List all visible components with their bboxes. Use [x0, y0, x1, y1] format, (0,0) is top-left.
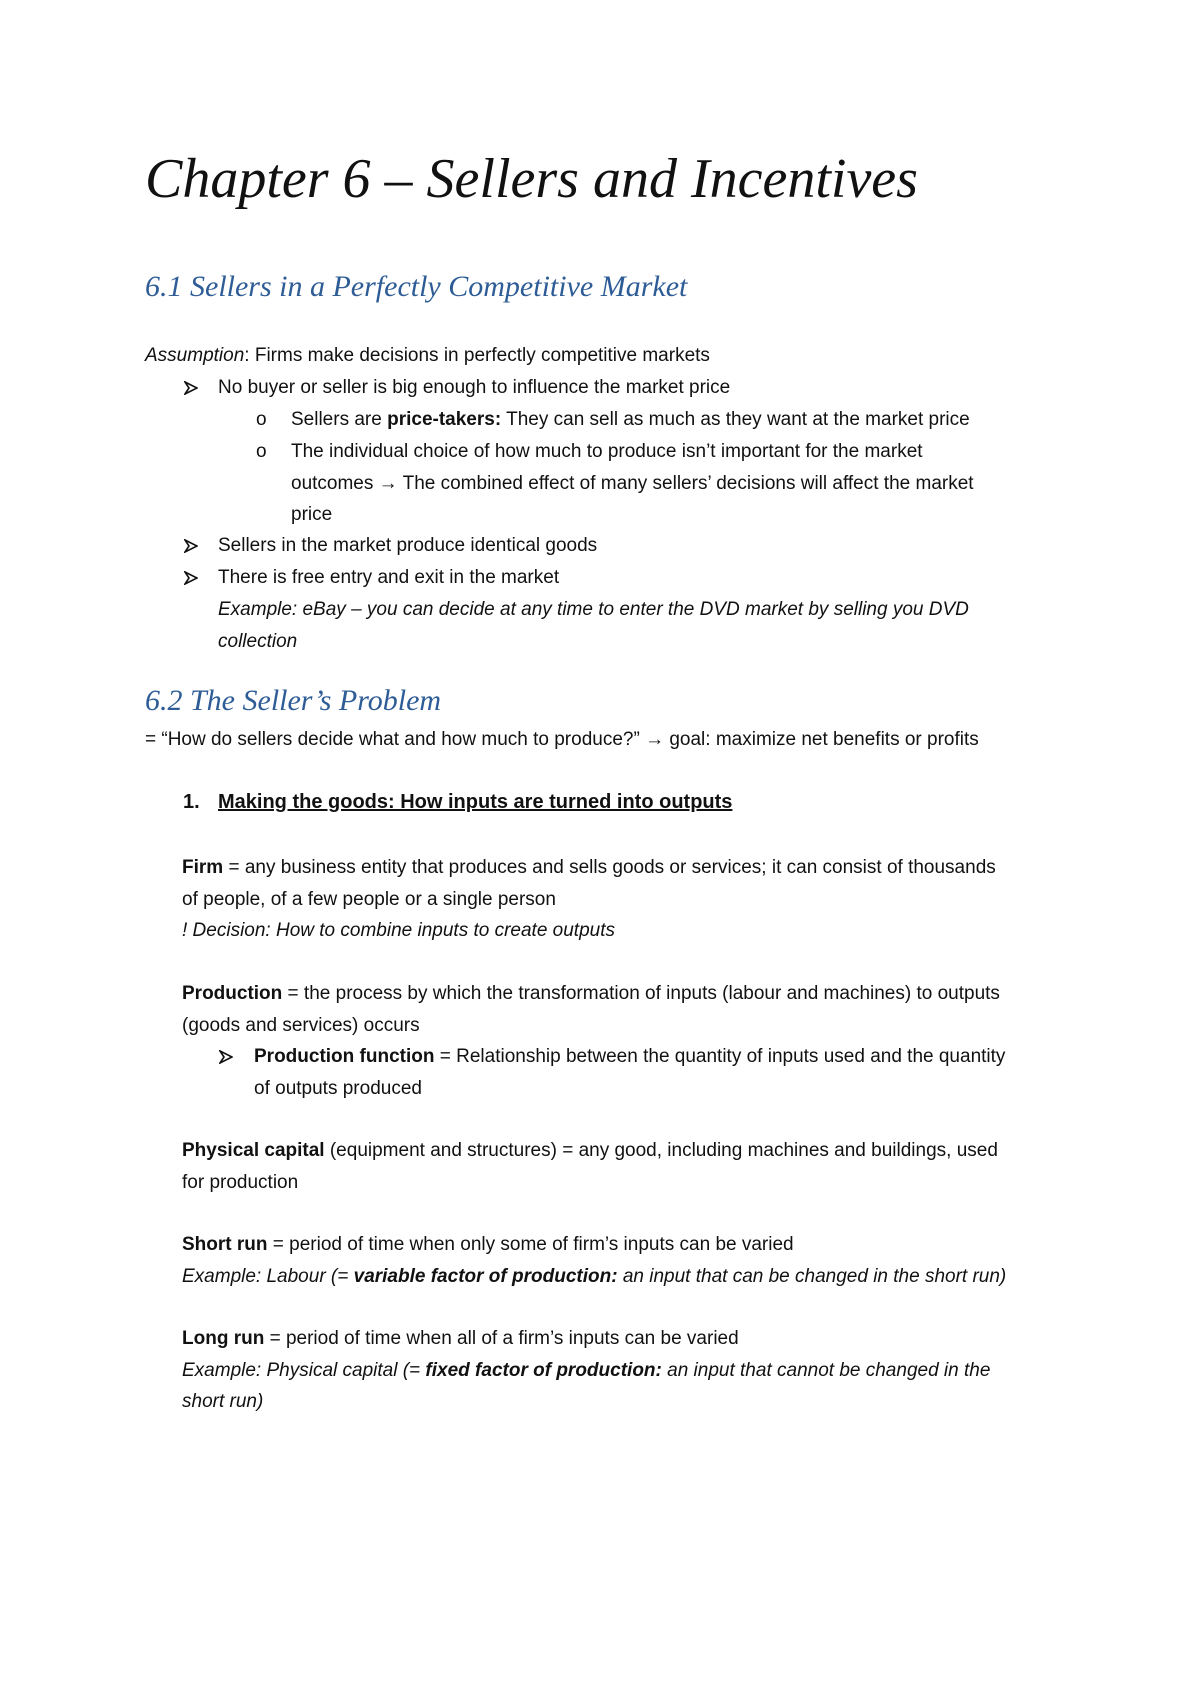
- page-title: Chapter 6 – Sellers and Incentives: [145, 148, 918, 210]
- bullet-free-entry: There is free entry and exit in the market: [218, 567, 560, 588]
- long-run-example-line-2: short run): [182, 1391, 264, 1412]
- production-term: Production: [182, 983, 283, 1004]
- price-takers-term: price-takers:: [387, 409, 502, 430]
- definition-long-run: [182, 1323, 990, 1418]
- example-ebay-line-2: collection: [218, 630, 298, 652]
- short-run-example-post: an input that can be changed in the short run): [617, 1265, 1007, 1287]
- subheading-number: [183, 786, 200, 818]
- variable-factor-term: variable factor of production:: [353, 1265, 618, 1287]
- definition-physical-capital: [182, 1135, 998, 1198]
- physical-capital-line-2: for production: [182, 1171, 299, 1193]
- section-heading-6-2: 6.2 The Seller’s Problem: [145, 684, 442, 717]
- definition-short-run: [182, 1229, 1006, 1292]
- arrow-bullet-icon: [219, 1050, 233, 1064]
- arrow-bullet-icon: [184, 539, 198, 553]
- definition-firm: [182, 852, 996, 947]
- individual-choice-line-1: The individual choice of how much to produce isn’t important for the market: [291, 441, 923, 462]
- short-run-term: Short run: [182, 1234, 268, 1255]
- firm-line-2: of people, of a few people or a single person: [182, 888, 556, 910]
- sub-bullet-individual-choice: [291, 436, 974, 531]
- subheading-making-goods: Making the goods: How inputs are turned into outputs: [218, 791, 733, 813]
- firm-term: Firm: [182, 857, 224, 878]
- production-function-line-2: of outputs produced: [254, 1077, 422, 1099]
- definition-production: [182, 978, 1000, 1041]
- circle-bullet-icon: o: [256, 441, 267, 462]
- long-run-term: Long run: [182, 1328, 265, 1349]
- example-ebay: [218, 594, 969, 657]
- long-run-example-pre: Example: Physical capital (=: [182, 1359, 426, 1381]
- individual-choice-line-3: price: [291, 504, 333, 525]
- price-takers-pre: Sellers are: [291, 409, 388, 430]
- fixed-factor-term: fixed factor of production:: [425, 1359, 662, 1381]
- production-line-2: (goods and services) occurs: [182, 1014, 420, 1036]
- sub-bullet-price-takers: [291, 404, 970, 436]
- firm-decision-note: ! Decision: How to combine inputs to create outputs: [182, 920, 616, 941]
- short-run-line-1: = period of time when only some of firm’s inputs can be varied: [267, 1234, 794, 1255]
- arrow-bullet-icon: [184, 571, 198, 585]
- long-run-line-1: = period of time when all of a firm’s inputs can be varied: [264, 1328, 739, 1349]
- circle-bullet-icon: o: [256, 409, 267, 430]
- subheading-number-text: 1.: [183, 791, 200, 813]
- definition-production-function: [254, 1041, 1005, 1104]
- assumption-label: Assumption: [145, 345, 245, 366]
- long-run-example-post: an input that cannot be changed in the: [661, 1359, 991, 1381]
- example-ebay-line-1: Example: eBay – you can decide at any time to enter the DVD market by selling you DVD: [218, 599, 969, 620]
- arrow-bullet-icon: [184, 381, 198, 395]
- physical-capital-line-1: (equipment and structures) = any good, including machines and buildings, used: [324, 1140, 998, 1161]
- physical-capital-term: Physical capital: [182, 1140, 325, 1161]
- bullet-identical-goods: Sellers in the market produce identical goods: [218, 535, 598, 556]
- price-takers-post: They can sell as much as they want at the market price: [501, 409, 970, 430]
- sellers-problem-intro: = “How do sellers decide what and how much to produce?” → goal: maximize net benefits or profits: [145, 729, 979, 750]
- production-function-term: Production function: [254, 1046, 435, 1067]
- assumption-text: : Firms make decisions in perfectly competitive markets: [244, 345, 710, 366]
- assumption-line: [145, 340, 710, 372]
- production-line-1: = the process by which the transformation of inputs (labour and machines) to outputs: [282, 983, 1000, 1004]
- bullet-no-buyer: No buyer or seller is big enough to influence the market price: [218, 377, 731, 398]
- individual-choice-line-2: outcomes → The combined effect of many sellers’ decisions will affect the market: [291, 472, 974, 494]
- firm-line-1: = any business entity that produces and sells goods or services; it can consist of thousands: [223, 857, 996, 878]
- section-heading-6-1: 6.1 Sellers in a Perfectly Competitive Market: [145, 270, 688, 303]
- short-run-example-pre: Example: Labour (=: [182, 1265, 354, 1287]
- production-function-line-1: = Relationship between the quantity of inputs used and the quantity: [434, 1046, 1006, 1067]
